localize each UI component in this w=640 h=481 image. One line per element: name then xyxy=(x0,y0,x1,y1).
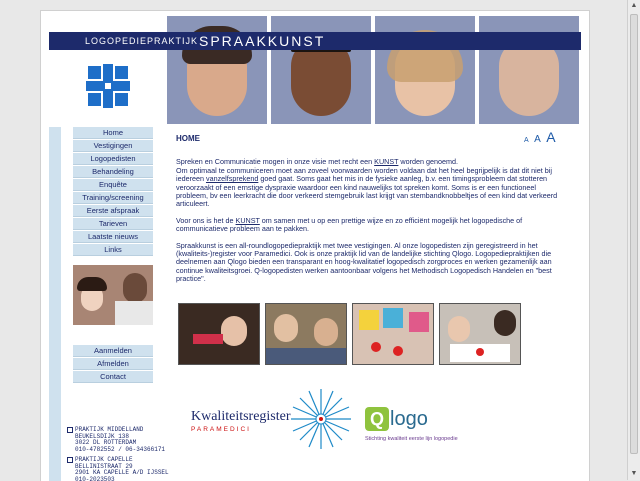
link-kunst-2[interactable]: KUNST xyxy=(236,216,260,225)
toy-shape xyxy=(193,334,223,344)
page-container xyxy=(40,10,590,481)
menu-item-laatste-nieuws[interactable]: Laatste nieuws xyxy=(73,231,153,243)
qlogo-tagline: Stichting kwaliteit eerste lijn logopedie xyxy=(365,436,458,442)
kwaliteitsregister-title: Kwaliteitsregister xyxy=(191,409,291,424)
menu-item-links[interactable]: Links xyxy=(73,244,153,256)
sidebar-stripe xyxy=(49,127,61,481)
font-size-large-button[interactable]: A xyxy=(546,129,555,145)
scroll-down-arrow-icon[interactable]: ▼ xyxy=(629,469,639,479)
menu-item-vestigingen[interactable]: Vestigingen xyxy=(73,140,153,152)
address-line: BEUKELSDIJK 138 xyxy=(75,434,165,441)
font-size-medium-button[interactable]: A xyxy=(534,134,541,145)
menu-item-eerste-afspraak[interactable]: Eerste afspraak xyxy=(73,205,153,217)
link-vanzelfsprekend[interactable]: vanzelfsprekend xyxy=(206,174,258,183)
link-kunst[interactable]: KUNST xyxy=(374,157,398,166)
address-line: PRAKTIJK MIDDELLAND xyxy=(75,427,165,434)
banner-subtitle: LOGOPEDIEPRAKTIJK xyxy=(85,36,198,46)
site-logo[interactable] xyxy=(49,50,167,124)
paragraph-3: Spraakkunst is een all-roundlogopediepraktijk met twee vestigingen. Al onze logopedisten zijn geregistreerd in het (kwaliteits-)register voor Paramedici. Ook is onze praktijk lid van de landelijke stichting Qlogo. Logopediepraktijken die deelnemen aan Qlogo bieden een transparant en hoog-kwalitatief logopedisch zorgproces en werken gezamenlijk aan continue kwaliteitsgroei. Q-logopedisten werken aantoonbaar volgens het Methodisch Logopedisch Handelen en "best practice". xyxy=(176,242,568,284)
text-span: Voor ons is het de xyxy=(176,216,236,225)
gallery-photo-1[interactable] xyxy=(178,303,260,365)
address-line: PRAKTIJK CAPELLE xyxy=(75,457,169,464)
menu-item-training[interactable]: Training/screening xyxy=(73,192,153,204)
scrollbar-thumb[interactable] xyxy=(630,14,638,454)
menu-item-logopedisten[interactable]: Logopedisten xyxy=(73,153,153,165)
menu-item-tarieven[interactable]: Tarieven xyxy=(73,218,153,230)
address-line: 2901 KA CAPELLE A/D IJSSEL xyxy=(75,470,169,477)
menu-item-enquete[interactable]: Enquête xyxy=(73,179,153,191)
text-span: Spreken en Communicatie mogen in onze visie met recht een xyxy=(176,157,374,166)
face-shape xyxy=(448,316,470,342)
gallery-photo-4[interactable] xyxy=(439,303,521,365)
menu-item-home[interactable]: Home xyxy=(73,127,153,139)
kwaliteitsregister-logo[interactable] xyxy=(191,409,291,433)
menu-item-behandeling[interactable]: Behandeling xyxy=(73,166,153,178)
text-span: om samen met u op een prettige wijze en zo efficiënt mogelijk het logopedische of communicatieve probleem aan te pakken. xyxy=(176,216,522,233)
hair-shape xyxy=(494,310,516,336)
gallery-photo-2[interactable] xyxy=(265,303,347,365)
cross-logo-icon xyxy=(49,50,167,124)
dot-shape xyxy=(476,348,484,356)
address-line: BELLINISTRAAT 29 xyxy=(75,464,169,471)
table-shape xyxy=(266,348,347,365)
dot-shape xyxy=(371,342,381,352)
child-hair xyxy=(77,277,107,291)
address-bullet-icon xyxy=(67,427,73,433)
text-span: worden genoemd. xyxy=(398,157,458,166)
face-shape xyxy=(274,314,298,342)
address-line: 010-4782552 / 06-34366171 xyxy=(75,447,165,454)
text-span: goed gaat. Soms gaat het mis in de fysieke aanleg, b.v. een timingsprobleem dat stotteren veroorzaakt of een ernstige dyspraxie waardoor een kind nauwelijks tot spreken komt. Soms is er een functioneel probleem, bv een leerkracht die door verkeerd stemgebruik last krijgt van stembandknobbeltjes of een kind dat verkeerd articuleert. xyxy=(176,174,557,208)
partner-logos xyxy=(191,387,571,467)
address-line: 010-2023503 xyxy=(75,477,169,481)
card-shape xyxy=(383,308,403,328)
font-size-small-button[interactable]: A xyxy=(524,137,529,144)
header xyxy=(49,16,581,124)
kwaliteitsregister-star-icon xyxy=(289,387,353,451)
card-shape xyxy=(359,310,379,330)
paragraph-1 xyxy=(176,158,568,208)
sidebar-photo xyxy=(73,265,153,325)
kwaliteitsregister-subtitle: PARAMEDICI xyxy=(191,426,291,433)
address-middelland xyxy=(75,427,165,453)
gallery-photo-3[interactable] xyxy=(352,303,434,365)
banner-title: SPRAAKKUNST xyxy=(199,33,325,49)
paragraph-2 xyxy=(176,217,568,234)
adult-head xyxy=(123,273,147,303)
menu-item-afmelden[interactable]: Afmelden xyxy=(73,358,153,370)
address-bullet-icon xyxy=(67,457,73,463)
main-content xyxy=(176,135,568,292)
menu-item-aanmelden[interactable]: Aanmelden xyxy=(73,345,153,357)
page-title: HOME xyxy=(176,135,568,143)
menu-item-contact[interactable]: Contact xyxy=(73,371,153,383)
address-capelle xyxy=(75,457,169,481)
text-span: Om optimaal te communiceren moet aan zoveel voorwaarden worden voldaan dat het heel begrijpelijk is dat dit niet bij iedereen xyxy=(176,166,552,183)
card-shape xyxy=(409,312,429,332)
address-line: 3022 DL ROTTERDAM xyxy=(75,440,165,447)
qlogo-logo[interactable] xyxy=(365,407,465,447)
title-banner xyxy=(49,32,581,50)
qlogo-text: logo xyxy=(390,407,428,431)
photo-gallery xyxy=(178,303,578,365)
scroll-up-arrow-icon[interactable]: ▲ xyxy=(629,1,639,11)
face-shape xyxy=(221,316,247,346)
qlogo-q-mark: Q xyxy=(365,407,389,431)
dot-shape xyxy=(393,346,403,356)
adult-shirt xyxy=(115,301,153,325)
vertical-scrollbar[interactable] xyxy=(627,0,640,480)
face-shape xyxy=(314,318,338,346)
